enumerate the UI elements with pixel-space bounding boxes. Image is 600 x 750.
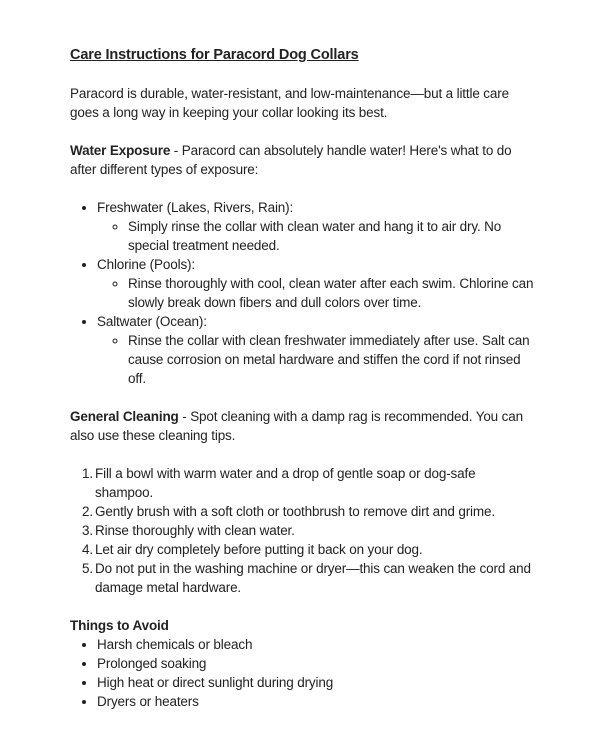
list-item-chlorine <box>97 255 537 312</box>
list-item-label: Saltwater (Ocean): <box>97 314 207 329</box>
sublist-item <box>128 331 537 388</box>
intro-paragraph: Paracord is durable, water-resistant, and low-maintenance—but a little care goes a long way in keeping your collar looking its best. <box>70 86 509 120</box>
step-text: Rinse thoroughly with clean water. <box>95 523 295 538</box>
avoid-item-chemicals <box>97 635 537 654</box>
list-item-label: Chlorine (Pools): <box>97 257 195 272</box>
avoid-item-text: Prolonged soaking <box>97 656 207 671</box>
sublist-item-text: Rinse thoroughly with cool, clean water after each swim. Chlorine can slowly break down fibers and dull colors over time. <box>128 276 534 310</box>
things-to-avoid-list <box>70 635 537 711</box>
avoid-item-text: High heat or direct sunlight during drying <box>97 675 334 690</box>
step-item-5 <box>95 559 537 597</box>
list-item-saltwater <box>97 312 537 388</box>
avoid-item-text: Dryers or heaters <box>97 694 199 709</box>
avoid-item-soaking <box>97 654 537 673</box>
general-cleaning-heading: General Cleaning <box>70 409 179 424</box>
avoid-item-dryers <box>97 692 537 711</box>
freshwater-sublist <box>97 217 537 255</box>
step-item-3 <box>95 521 537 540</box>
sublist-item-text: Simply rinse the collar with clean water and hang it to air dry. No special treatment needed. <box>128 219 502 253</box>
water-exposure-heading: Water Exposure <box>70 143 171 158</box>
water-exposure-text: - Paracord can absolutely handle water! Here's what to do after different types of exposure: <box>70 143 512 177</box>
general-cleaning-text: - Spot cleaning with a damp rag is recommended. You can also use these cleaning tips. <box>70 409 523 443</box>
avoid-item-text: Harsh chemicals or bleach <box>97 637 253 652</box>
sublist-item-text: Rinse the collar with clean freshwater immediately after use. Salt can cause corrosion on metal hardware and stiffen the cord if not rinsed off. <box>128 333 530 386</box>
sublist-item <box>128 217 537 255</box>
step-item-2 <box>95 502 537 521</box>
step-item-1 <box>95 464 537 502</box>
water-exposure-paragraph <box>70 141 537 179</box>
step-text: Gently brush with a soft cloth or toothbrush to remove dirt and grime. <box>95 504 495 519</box>
sublist-item <box>128 274 537 312</box>
step-text: Do not put in the washing machine or dryer—this can weaken the cord and damage metal hardware. <box>95 561 531 595</box>
list-item-freshwater <box>97 198 537 255</box>
water-exposure-list <box>70 198 537 388</box>
things-to-avoid-label: Things to Avoid <box>70 618 169 633</box>
saltwater-sublist <box>97 331 537 388</box>
cleaning-steps-list <box>70 464 537 597</box>
step-text: Fill a bowl with warm water and a drop of gentle soap or dog-safe shampoo. <box>95 466 476 500</box>
document-title: Care Instructions for Paracord Dog Collars <box>70 47 359 63</box>
step-item-4 <box>95 540 537 559</box>
things-to-avoid-heading <box>70 616 537 635</box>
step-text: Let air dry completely before putting it back on your dog. <box>95 542 423 557</box>
avoid-item-heat <box>97 673 537 692</box>
list-item-label: Freshwater (Lakes, Rivers, Rain): <box>97 200 294 215</box>
chlorine-sublist <box>97 274 537 312</box>
general-cleaning-paragraph <box>70 407 537 445</box>
